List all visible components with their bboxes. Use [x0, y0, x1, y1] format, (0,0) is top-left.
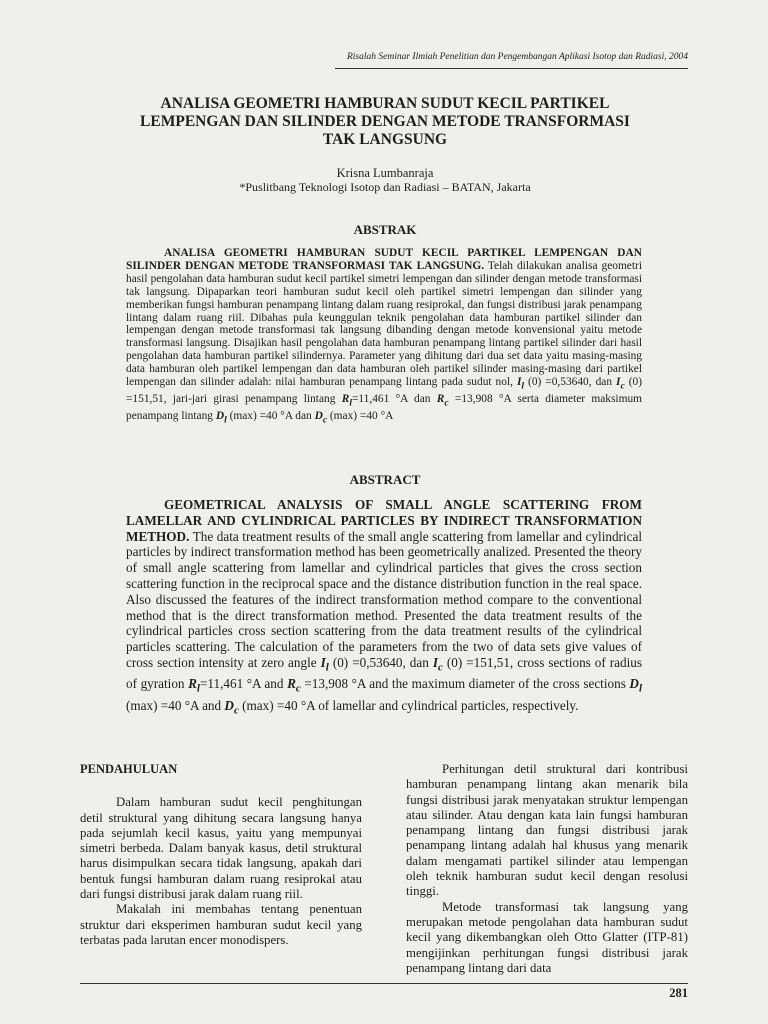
- sym-rc-sub: c: [295, 683, 301, 696]
- val-il: (0) =0,53640, dan: [328, 654, 433, 670]
- section-heading-pendahuluan: PENDAHULUAN: [80, 762, 178, 776]
- sym-dc-sub: c: [322, 415, 328, 426]
- sym-dl-sub: l: [638, 683, 643, 696]
- sym-ic-sub: c: [437, 661, 443, 674]
- paragraph: Makalah ini membahas tentang penentuan struktur dari eksperimen hamburan sudut kecil yang terbatas pada larutan encer monodispers.: [80, 902, 362, 947]
- title-line-2: LEMPENGAN DAN SILINDER DENGAN METODE TRANSFORMASI: [140, 113, 630, 130]
- paper-title: [100, 95, 670, 149]
- left-column: [80, 762, 362, 948]
- sym-rl-sub: l: [349, 398, 352, 409]
- val-dl: (max) =40 °A dan: [226, 410, 315, 423]
- sym-dl: D: [629, 676, 639, 692]
- author-name: Krisna Lumbanraja: [336, 166, 434, 180]
- val-dc: (max) =40 °A of lamellar and cylindrical particles, respectively.: [238, 697, 579, 713]
- sym-dc: D: [224, 697, 234, 713]
- abstrak-title-caps: ANALISA GEOMETRI HAMBURAN SUDUT KECIL PARTIKEL LEMPENGAN DAN SILINDER DENGAN METODE TRANSFORMASI TAK LANGSUNG.: [126, 247, 642, 272]
- sym-rc: R: [287, 676, 296, 692]
- val-dl: (max) =40 °A and: [126, 697, 225, 713]
- val-ic: (0) =151,51, cross sections of radius of gyration: [126, 654, 643, 692]
- abstract-body-a: The data treatment results of the small angle scattering from lamellar and cylindrical particles by indirect transformation method has been geometrically analized. Presented the theory of small angle scattering from lamellar and cylindrical particles that gives the cross section scattering function in the reciprocal space and the distance distribution function in the real space. Also discussed the features of the indirect transformation method compare to the conventional method that is the direct transformation method. Presented the data treatment results of the cylindrical particles cross section scattering from the data treatment results of the cylindrical particles scattering. The calculation of the parameters from the two of data sets give values of cross section intensity at zero angle: [126, 528, 642, 670]
- abstrak-text: [126, 247, 642, 428]
- val-rc: =13,908 °A serta diameter maksimum penampang lintang: [126, 393, 643, 423]
- val-rl: =11,461 °A dan: [351, 393, 437, 406]
- page-number: 281: [669, 986, 688, 1000]
- sym-dl-sub: l: [224, 415, 227, 426]
- sym-il-sub: l: [325, 661, 329, 674]
- abstract-text: [126, 497, 642, 719]
- paragraph: Perhitungan detil struktural dari kontribusi hamburan penampang lintang akan menarik bila fungsi distribusi jarak menyatakan struktur lempengan atau silinder. Atau dengan kata lain fungsi hamburan penampang lintang dan fungsi distribusi jarak penampang lintang adalah hal khusus yang menarik dalam mengamati partikel silinder atau lempengan oleh teknik hamburan sudut kecil dengan resolusi tinggi.: [406, 762, 688, 899]
- sym-ic-sub: c: [620, 381, 625, 392]
- sym-rc-sub: c: [444, 398, 449, 409]
- abstrak-heading: ABSTRAK: [353, 222, 417, 237]
- header-rule: [335, 68, 688, 69]
- sym-il: I: [516, 376, 522, 389]
- affiliation: *Puslitbang Teknologi Isotop dan Radiasi – BATAN, Jakarta: [239, 180, 531, 194]
- sym-ic: I: [616, 376, 621, 389]
- abstract-heading: ABSTRACT: [349, 472, 421, 487]
- sym-dc: D: [314, 410, 323, 423]
- sym-rl: R: [188, 676, 197, 692]
- sym-rl: R: [341, 393, 350, 406]
- val-il: (0) =0,53640, dan: [524, 376, 617, 389]
- val-dc: (max) =40 °A: [327, 410, 394, 423]
- sym-il-sub: l: [521, 381, 525, 392]
- abstrak-body-a: Telah dilakukan analisa geometri hasil pengolahan data hamburan sudut kecil partikel simetri lempengan dan silinder dengan metode transformasi tak langsung. Dipaparkan teori hamburan sudut kecil oleh partikel simetri lempengan dan silinder yang memberikan fungsi hamburan penampang lintang dalam ruang resiprokal, dan fungsi distribusi jarak penampang lintang dalam ruang riil. Dibahas pula keunggulan teknik pengolahan data hamburan partikel silinder dan lempengan dengan metode transformasi tak langsung dibanding dengan metode konvensional yaitu metode transformasi langsung. Disajikan hasil pengolahan data hamburan penampang lintang partikel silinder dari hasil pengolahan data hamburan partikel silindernya. Parameter yang dihitung dari dua set data yaitu masing-masing data hamburan oleh partikel lempengan dan data hamburan oleh partikel silinder masing-masing dari partikel lempengan dan silinder adalah: nilai hamburan penampang lintang pada sudut nol,: [126, 259, 642, 389]
- title-line-3: TAK LANGSUNG: [322, 131, 448, 148]
- title-line-1: ANALISA GEOMETRI HAMBURAN SUDUT KECIL PARTIKEL: [160, 95, 610, 112]
- right-column: [406, 762, 688, 976]
- sym-dl: D: [215, 410, 225, 423]
- val-rc: =13,908 °A and the maximum diameter of the cross sections: [300, 676, 630, 692]
- abstract-title-caps: GEOMETRICAL ANALYSIS OF SMALL ANGLE SCATTERING FROM LAMELLAR AND CYLINDRICAL PARTICLES BY INDIRECT TRANSFORMATION METHOD.: [126, 497, 642, 544]
- paragraph: Metode transformasi tak langsung yang merupakan metode pengolahan data hamburan sudut kecil yang dikembangkan oleh Otto Glatter (ITP-81) mengijinkan perhitungan fungsi distribusi jarak penampang lintang dari data: [406, 899, 688, 975]
- sym-dc-sub: c: [233, 704, 239, 717]
- running-head: Risalah Seminar Ilmiah Penelitian dan Pengembangan Aplikasi Isotop dan Radiasi, 2004: [346, 52, 688, 62]
- sym-ic: I: [432, 654, 438, 670]
- sym-il: I: [320, 654, 326, 670]
- val-ic: (0) =151,51, jari-jari girasi penampang lintang: [126, 376, 642, 406]
- sym-rc: R: [436, 393, 445, 406]
- sym-rl-sub: l: [196, 683, 200, 696]
- val-rl: =11,461 °A and: [199, 676, 288, 692]
- paragraph: Dalam hamburan sudut kecil penghitungan detil struktural yang dihitung secara langsung hanya pada sejumlah kecil kasus, yaitu yang mempunyai simetri berbeda. Dalam banyak kasus, detil struktural harus disimpulkan secara tidak langsung, apakah dari bentuk fungsi hamburan dalam ruang resiprokal atau dari fungsi distribusi jarak dalam ruang riil.: [80, 795, 362, 902]
- footer-rule: [80, 983, 688, 984]
